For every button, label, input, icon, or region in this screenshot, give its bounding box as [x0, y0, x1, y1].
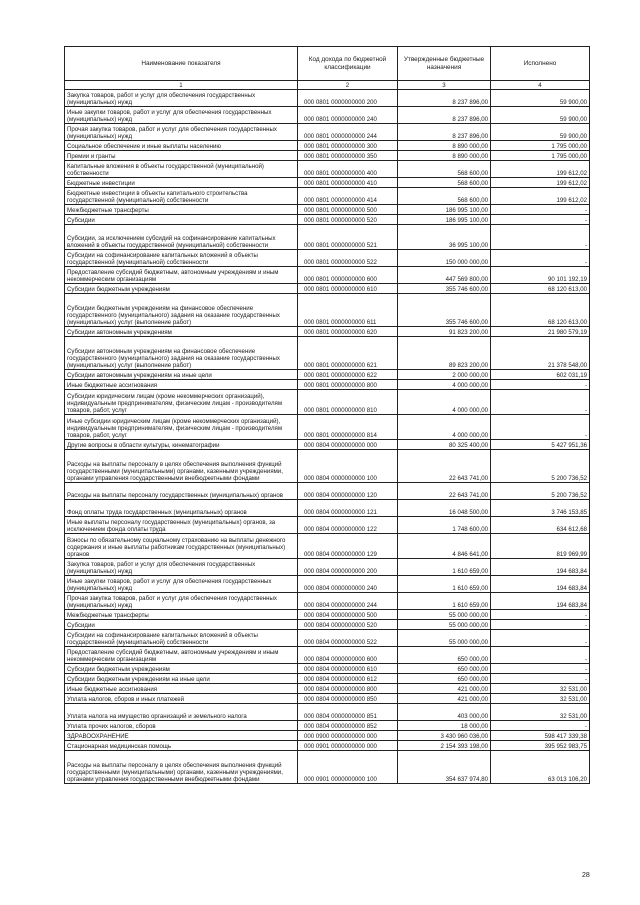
table-row	[65, 647, 590, 664]
row-code-cell: 000 0801 0000000000 610	[298, 284, 398, 294]
row-code-cell: 000 0801 0000000000 522	[298, 250, 398, 267]
row-code-cell: 000 0801 0000000000 622	[298, 370, 398, 380]
row-code-cell: 000 0804 0000000000 612	[298, 674, 398, 684]
row-executed-cell: -	[491, 674, 590, 684]
row-code-cell: 000 0801 0000000000 621	[298, 337, 398, 370]
row-approved-cell: 8 237 896,00	[398, 124, 491, 141]
row-executed-cell: 819 969,99	[491, 534, 590, 559]
table-row	[65, 440, 590, 450]
table-row	[65, 151, 590, 161]
row-code-cell: 000 0804 0000000000 610	[298, 664, 398, 674]
table-row	[65, 620, 590, 630]
row-code-cell: 000 0804 0000000000 850	[298, 694, 398, 704]
row-code-cell: 000 0900 0000000000 000	[298, 731, 398, 741]
budget-execution-table	[64, 46, 590, 784]
row-approved-cell: 150 000 000,00	[398, 250, 491, 267]
row-executed-cell: 32 531,00	[491, 684, 590, 694]
table-row	[65, 576, 590, 593]
row-approved-cell: 1 610 659,00	[398, 593, 491, 610]
row-executed-cell: 59 900,00	[491, 90, 590, 107]
table-row	[65, 327, 590, 337]
row-name-cell: Бюджетные инвестиции	[65, 178, 298, 188]
row-code-cell: 000 0901 0000000000 000	[298, 741, 398, 751]
table-row	[65, 107, 590, 124]
row-executed-cell: 1 795 000,00	[491, 141, 590, 151]
row-approved-cell: 3 430 960 036,00	[398, 731, 491, 741]
row-approved-cell: 55 000 000,00	[398, 610, 491, 620]
row-approved-cell: 421 000,00	[398, 684, 491, 694]
page-number: 28	[582, 872, 590, 879]
table-row	[65, 483, 590, 500]
row-name-cell: Межбюджетные трансферты	[65, 610, 298, 620]
row-name-cell: Предоставление субсидий бюджетным, автономным учреждениям и иным некоммерческим организациям	[65, 267, 298, 284]
row-executed-cell: 199 612,02	[491, 188, 590, 205]
row-executed-cell: 90 101 192,19	[491, 267, 590, 284]
column-index: 2	[298, 81, 398, 90]
table-row	[65, 704, 590, 721]
row-code-cell: 000 0801 0000000000 300	[298, 141, 398, 151]
row-approved-cell: 186 995 100,00	[398, 205, 491, 215]
table-row	[65, 500, 590, 517]
row-name-cell: Капитальные вложения в объекты государственной (муниципальной) собственности	[65, 161, 298, 178]
row-code-cell: 000 0801 0000000000 240	[298, 107, 398, 124]
column-index-row	[65, 81, 590, 90]
row-executed-cell: 199 612,02	[491, 161, 590, 178]
table-row	[65, 225, 590, 250]
table-row	[65, 559, 590, 576]
row-executed-cell: -	[491, 630, 590, 647]
table-header	[65, 47, 590, 90]
row-name-cell: Уплата налога на имущество организаций и земельного налога	[65, 704, 298, 721]
row-approved-cell: 18 000,00	[398, 721, 491, 731]
row-code-cell: 000 0804 0000000000 500	[298, 610, 398, 620]
table-row	[65, 415, 590, 440]
row-executed-cell: -	[491, 225, 590, 250]
header-approved: Утвержденные бюджетные назначения	[398, 47, 491, 81]
row-name-cell: Закупка товаров, работ и услуг для обеспечения государственных (муниципальных) нужд	[65, 559, 298, 576]
row-name-cell: ЗДРАВООХРАНЕНИЕ	[65, 731, 298, 741]
row-executed-cell: -	[491, 215, 590, 225]
row-executed-cell: 68 120 613,00	[491, 284, 590, 294]
row-name-cell: Прочая закупка товаров, работ и услуг для обеспечения государственных (муниципальных) нужд	[65, 593, 298, 610]
table-row	[65, 141, 590, 151]
row-name-cell: Расходы на выплаты персоналу в целях обеспечения выполнения функций государственными (муниципальными) органами, казенными учреждениями, органами управления государственными внебюджетными фондами	[65, 751, 298, 784]
row-name-cell: Премии и гранты	[65, 151, 298, 161]
row-executed-cell: 5 427 951,36	[491, 440, 590, 450]
row-executed-cell: 194 683,84	[491, 593, 590, 610]
row-code-cell: 000 0901 0000000000 100	[298, 751, 398, 784]
row-approved-cell: 80 325 400,00	[398, 440, 491, 450]
row-executed-cell: -	[491, 664, 590, 674]
table-row	[65, 721, 590, 731]
row-approved-cell: 355 746 600,00	[398, 284, 491, 294]
row-code-cell: 000 0801 0000000000 350	[298, 151, 398, 161]
row-approved-cell: 16 048 500,00	[398, 500, 491, 517]
row-name-cell: Субсидии	[65, 215, 298, 225]
row-name-cell: Субсидии на софинансирование капитальных вложений в объекты государственной (муниципальной) собственности	[65, 630, 298, 647]
row-approved-cell: 8 890 000,00	[398, 151, 491, 161]
row-code-cell: 000 0804 0000000000 600	[298, 647, 398, 664]
row-executed-cell: 21 980 579,19	[491, 327, 590, 337]
row-executed-cell: 59 900,00	[491, 107, 590, 124]
table-row	[65, 90, 590, 107]
row-name-cell: Иные закупки товаров, работ и услуг для обеспечения государственных (муниципальных) нужд	[65, 576, 298, 593]
row-approved-cell: 354 637 974,80	[398, 751, 491, 784]
table-row	[65, 664, 590, 674]
row-executed-cell: 634 612,68	[491, 517, 590, 534]
row-executed-cell: 5 200 736,52	[491, 450, 590, 483]
row-executed-cell: 3 746 153,85	[491, 500, 590, 517]
row-approved-cell: 8 237 896,00	[398, 107, 491, 124]
row-name-cell: Межбюджетные трансферты	[65, 205, 298, 215]
row-executed-cell: 32 531,00	[491, 704, 590, 721]
row-executed-cell: 602 031,19	[491, 370, 590, 380]
row-approved-cell: 55 000 000,00	[398, 620, 491, 630]
row-code-cell: 000 0801 0000000000 410	[298, 178, 398, 188]
row-code-cell: 000 0804 0000000000 240	[298, 576, 398, 593]
table-row	[65, 380, 590, 390]
table-row	[65, 731, 590, 741]
row-code-cell: 000 0804 0000000000 122	[298, 517, 398, 534]
table-row	[65, 684, 590, 694]
row-executed-cell: 68 120 613,00	[491, 294, 590, 327]
header-name: Наименование показателя	[65, 47, 298, 81]
row-approved-cell: 8 237 896,00	[398, 90, 491, 107]
row-name-cell: Другие вопросы в области культуры, кинематографии	[65, 440, 298, 450]
table-row	[65, 267, 590, 284]
row-name-cell: Субсидии автономным учреждениям на финансовое обеспечение государственного (муниципального) задания на оказание государственных (муниципальных) услуг (выполнение работ)	[65, 337, 298, 370]
row-name-cell: Предоставление субсидий бюджетным, автономным учреждениям и иным некоммерческим организациям	[65, 647, 298, 664]
row-code-cell: 000 0801 0000000000 600	[298, 267, 398, 284]
table-row	[65, 751, 590, 784]
row-code-cell: 000 0801 0000000000 200	[298, 90, 398, 107]
row-code-cell: 000 0804 0000000000 851	[298, 704, 398, 721]
table-row	[65, 188, 590, 205]
row-code-cell: 000 0801 0000000000 810	[298, 390, 398, 415]
row-code-cell: 000 0801 0000000000 414	[298, 188, 398, 205]
row-approved-cell: 91 823 200,00	[398, 327, 491, 337]
row-approved-cell: 36 995 100,00	[398, 225, 491, 250]
row-executed-cell: -	[491, 610, 590, 620]
row-approved-cell: 403 000,00	[398, 704, 491, 721]
row-executed-cell: 32 531,00	[491, 694, 590, 704]
table-row	[65, 250, 590, 267]
row-code-cell: 000 0804 0000000000 000	[298, 440, 398, 450]
row-executed-cell: -	[491, 250, 590, 267]
row-code-cell: 000 0801 0000000000 611	[298, 294, 398, 327]
row-code-cell: 000 0804 0000000000 244	[298, 593, 398, 610]
row-approved-cell: 650 000,00	[398, 674, 491, 684]
row-code-cell: 000 0804 0000000000 800	[298, 684, 398, 694]
row-code-cell: 000 0804 0000000000 522	[298, 630, 398, 647]
row-approved-cell: 55 000 000,00	[398, 630, 491, 647]
row-code-cell: 000 0804 0000000000 520	[298, 620, 398, 630]
table-row	[65, 124, 590, 141]
table-row	[65, 593, 590, 610]
row-code-cell: 000 0801 0000000000 500	[298, 205, 398, 215]
table-row	[65, 161, 590, 178]
row-name-cell: Иные бюджетные ассигнования	[65, 684, 298, 694]
row-name-cell: Субсидии юридическим лицам (кроме некоммерческих организаций), индивидуальным предпринимателям, физическим лицам - производителям товаров, работ, услуг	[65, 390, 298, 415]
table-body	[65, 90, 590, 784]
header-code: Код дохода по бюджетной классификации	[298, 47, 398, 81]
table-row	[65, 205, 590, 215]
row-approved-cell: 4 846 641,00	[398, 534, 491, 559]
row-executed-cell: -	[491, 205, 590, 215]
row-name-cell: Социальное обеспечение и иные выплаты населению	[65, 141, 298, 151]
row-approved-cell: 2 154 393 198,00	[398, 741, 491, 751]
table-row	[65, 534, 590, 559]
row-approved-cell: 186 995 100,00	[398, 215, 491, 225]
row-name-cell: Стационарная медицинская помощь	[65, 741, 298, 751]
row-approved-cell: 4 000 000,00	[398, 415, 491, 440]
row-executed-cell: 395 952 983,75	[491, 741, 590, 751]
row-approved-cell: 22 643 741,00	[398, 450, 491, 483]
row-name-cell: Субсидии на софинансирование капитальных вложений в объекты государственной (муниципальной) собственности	[65, 250, 298, 267]
row-approved-cell: 568 600,00	[398, 188, 491, 205]
row-approved-cell: 2 000 000,00	[398, 370, 491, 380]
header-executed: Исполнено	[491, 47, 590, 81]
row-code-cell: 000 0804 0000000000 120	[298, 483, 398, 500]
row-name-cell: Субсидии автономным учреждениям	[65, 327, 298, 337]
row-approved-cell: 568 600,00	[398, 178, 491, 188]
row-approved-cell: 22 643 741,00	[398, 483, 491, 500]
row-executed-cell: -	[491, 390, 590, 415]
row-executed-cell: 5 200 736,52	[491, 483, 590, 500]
row-name-cell: Субсидии бюджетным учреждениям	[65, 284, 298, 294]
column-index: 1	[65, 81, 298, 90]
table-row	[65, 674, 590, 684]
row-executed-cell: -	[491, 721, 590, 731]
column-index: 4	[491, 81, 590, 90]
row-name-cell: Закупка товаров, работ и услуг для обеспечения государственных (муниципальных) нужд	[65, 90, 298, 107]
row-name-cell: Иные закупки товаров, работ и услуг для обеспечения государственных (муниципальных) нужд	[65, 107, 298, 124]
row-name-cell: Субсидии, за исключением субсидий на софинансирование капитальных вложений в объекты государственной (муниципальной) собственности	[65, 225, 298, 250]
row-code-cell: 000 0801 0000000000 800	[298, 380, 398, 390]
row-executed-cell: 1 795 000,00	[491, 151, 590, 161]
row-name-cell: Прочая закупка товаров, работ и услуг для обеспечения государственных (муниципальных) нужд	[65, 124, 298, 141]
row-approved-cell: 421 000,00	[398, 694, 491, 704]
row-name-cell: Субсидии автономным учреждениям на иные цели	[65, 370, 298, 380]
row-approved-cell: 8 890 000,00	[398, 141, 491, 151]
row-name-cell: Иные бюджетные ассигнования	[65, 380, 298, 390]
table-row	[65, 215, 590, 225]
row-code-cell: 000 0804 0000000000 200	[298, 559, 398, 576]
row-executed-cell: -	[491, 380, 590, 390]
row-code-cell: 000 0801 0000000000 521	[298, 225, 398, 250]
row-approved-cell: 1 748 600,00	[398, 517, 491, 534]
row-executed-cell: 63 013 106,20	[491, 751, 590, 784]
row-approved-cell: 568 600,00	[398, 161, 491, 178]
row-code-cell: 000 0804 0000000000 121	[298, 500, 398, 517]
row-name-cell: Фонд оплаты труда государственных (муниципальных) органов	[65, 500, 298, 517]
table-row	[65, 370, 590, 380]
table-row	[65, 450, 590, 483]
table-row	[65, 284, 590, 294]
row-approved-cell: 89 823 200,00	[398, 337, 491, 370]
row-code-cell: 000 0801 0000000000 620	[298, 327, 398, 337]
row-approved-cell: 447 569 800,00	[398, 267, 491, 284]
row-approved-cell: 650 000,00	[398, 647, 491, 664]
row-executed-cell: 598 417 339,38	[491, 731, 590, 741]
budget-table-container	[64, 46, 589, 784]
table-row	[65, 178, 590, 188]
column-index: 3	[398, 81, 491, 90]
row-name-cell: Субсидии бюджетным учреждениям на финансовое обеспечение государственного (муниципального) задания на оказание государственных (муниципальных) услуг (выполнение работ)	[65, 294, 298, 327]
row-executed-cell: 194 683,84	[491, 576, 590, 593]
table-row	[65, 337, 590, 370]
row-code-cell: 000 0801 0000000000 520	[298, 215, 398, 225]
row-name-cell: Иные выплаты персоналу государственных (муниципальных) органов, за исключением фонда оплаты труда	[65, 517, 298, 534]
row-executed-cell: -	[491, 415, 590, 440]
row-approved-cell: 1 610 659,00	[398, 576, 491, 593]
row-name-cell: Субсидии	[65, 620, 298, 630]
row-code-cell: 000 0804 0000000000 129	[298, 534, 398, 559]
table-row	[65, 390, 590, 415]
row-name-cell: Взносы по обязательному социальному страхованию на выплаты денежного содержания и иные выплаты работникам государственных (муниципальных) органов	[65, 534, 298, 559]
row-executed-cell: 21 378 548,00	[491, 337, 590, 370]
row-code-cell: 000 0804 0000000000 100	[298, 450, 398, 483]
row-name-cell: Расходы на выплаты персоналу государственных (муниципальных) органов	[65, 483, 298, 500]
row-name-cell: Иные субсидии юридическим лицам (кроме некоммерческих организаций), индивидуальным предпринимателям, физическим лицам - производителям товаров, работ, услуг	[65, 415, 298, 440]
row-code-cell: 000 0804 0000000000 852	[298, 721, 398, 731]
row-name-cell: Бюджетные инвестиции в объекты капитального строительства государственной (муниципальной) собственности	[65, 188, 298, 205]
table-row	[65, 294, 590, 327]
row-name-cell: Расходы на выплаты персоналу в целях обеспечения выполнения функций государственными (муниципальными) органами, казенными учреждениями, органами управления государственными внебюджетными фондами	[65, 450, 298, 483]
row-code-cell: 000 0801 0000000000 244	[298, 124, 398, 141]
row-approved-cell: 4 000 000,00	[398, 380, 491, 390]
table-row	[65, 694, 590, 704]
row-approved-cell: 1 610 659,00	[398, 559, 491, 576]
row-executed-cell: 199 612,02	[491, 178, 590, 188]
row-name-cell: Субсидии бюджетным учреждениям на иные цели	[65, 674, 298, 684]
row-executed-cell: -	[491, 620, 590, 630]
row-name-cell: Субсидии бюджетным учреждениям	[65, 664, 298, 674]
row-executed-cell: 194 683,84	[491, 559, 590, 576]
row-executed-cell: -	[491, 647, 590, 664]
row-approved-cell: 355 746 600,00	[398, 294, 491, 327]
row-approved-cell: 4 000 000,00	[398, 390, 491, 415]
row-name-cell: Уплата прочих налогов, сборов	[65, 721, 298, 731]
table-row	[65, 610, 590, 620]
row-name-cell: Уплата налогов, сборов и иных платежей	[65, 694, 298, 704]
row-code-cell: 000 0801 0000000000 400	[298, 161, 398, 178]
row-executed-cell: 59 900,00	[491, 124, 590, 141]
header-row	[65, 47, 590, 81]
table-row	[65, 517, 590, 534]
row-approved-cell: 650 000,00	[398, 664, 491, 674]
row-code-cell: 000 0801 0000000000 814	[298, 415, 398, 440]
table-row	[65, 741, 590, 751]
table-row	[65, 630, 590, 647]
